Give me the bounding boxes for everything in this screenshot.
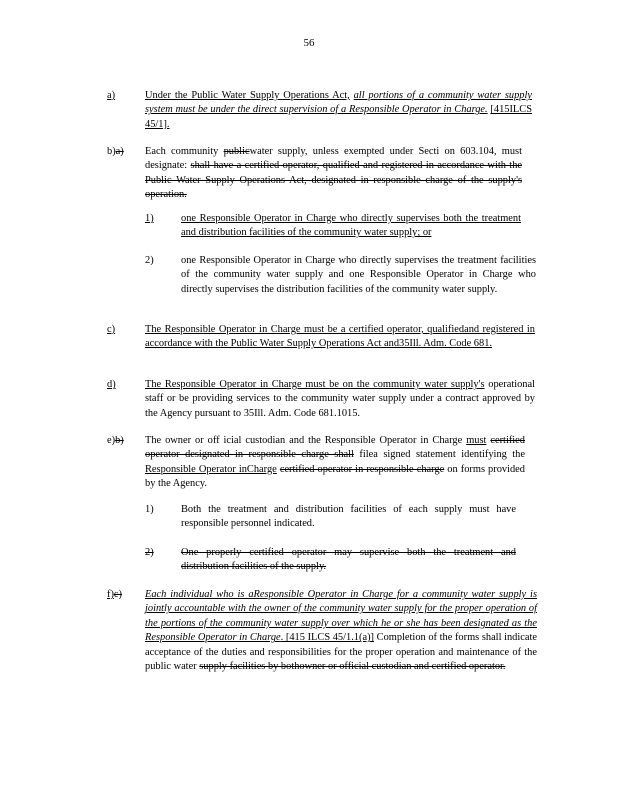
section-d-text-2: operational staff or be providing services to the community water supply under a contract approved by the Agency pursuant to 35Ill. Adm. Code 681.1015. xyxy=(145,379,535,419)
section-a-citation: [415ILCS 45/1]. xyxy=(145,104,532,130)
section-f-label xyxy=(107,588,122,602)
section-f-text xyxy=(145,588,537,674)
section-a-text xyxy=(145,89,532,132)
section-b-item2-text: one Responsible Operator in Charge who directly supervises the treatment facilities of the community water supply and one Responsible Operator in Charge who directly supervises the distribution facilities of the community water supply. xyxy=(181,255,536,295)
section-a-statute-quote: all portions of a community water supply system must be under the direct supervision of a Responsible Operator in Charge. xyxy=(145,90,532,116)
section-b-deleted-text: shall have a certified operator, qualified and registered in accordance with the Public Water Supply Operations Act, designated in responsible charge of the supply's operation. xyxy=(145,160,522,201)
section-e-item1-label: 1) xyxy=(145,504,154,515)
section-a-text-1: Under the Public Water Supply Operations Act, xyxy=(145,90,350,101)
section-b-text-1: Each community xyxy=(145,146,219,157)
section-b-item1-label: 1) xyxy=(145,213,154,224)
section-f-text-1: Completion of the forms shall indicate acceptance of the duties and responsibilities for the proper operation and maintenance of the public water xyxy=(145,632,537,673)
section-f-deleted: supply facilities by bothowner or official custodian and certified operator. xyxy=(199,661,506,673)
section-e-label-old: b) xyxy=(115,435,124,446)
section-e-item1-text: Both the treatment and distribution facilities of each supply must have responsible personnel indicated. xyxy=(181,504,516,530)
section-e-label-new: e) xyxy=(107,435,116,446)
section-b-item1-text: one Responsible Operator in Charge who directly supervises both the treatment and distribution facilities of the community water supply; or xyxy=(181,213,521,239)
section-e-text xyxy=(145,434,525,492)
section-b-text xyxy=(145,145,522,203)
section-f-label-old: c) xyxy=(113,589,122,600)
section-e-text-1: The owner or off icial custodian and the Responsible Operator in Charge xyxy=(145,435,463,446)
section-e-deleted-2: certified operator in responsible charge xyxy=(279,463,445,475)
section-f-citation: . [415 ILCS 45/1.1(a)] xyxy=(280,632,374,644)
page-number: 56 xyxy=(303,37,315,49)
section-b-label-new: b) xyxy=(107,146,116,157)
section-e-text-3: on forms provided by the Agency. xyxy=(145,463,525,490)
section-f-label-new: f) xyxy=(107,589,114,600)
section-d-text-1: The Responsible Operator in Charge must be on the community water supply's xyxy=(145,379,485,390)
section-e-text-2: filea signed statement identifying the xyxy=(359,449,525,461)
section-b-deleted-public: public xyxy=(223,146,250,157)
section-f-statute-quote: Each individual who is aResponsible Operator in Charge for a community water supply is jointly accountable with the owner of the community water supply for the proper operation of the portions of the community water supply over which he or she has been designated as the Responsible Operator in Charge xyxy=(145,589,537,644)
section-b-item2-label: 2) xyxy=(145,255,154,266)
section-e-item2-text: One properly certified operator may supervise both the treatment and distribution facilities of the supply. xyxy=(181,547,516,573)
section-e-label xyxy=(107,434,124,448)
section-c-label: c) xyxy=(107,324,116,335)
section-c-text: The Responsible Operator in Charge must be a certified operator, qualifiedand registered in accordance with the Public Water Supply Operations Act and35Ill. Adm. Code 681. xyxy=(145,324,535,350)
section-b-label xyxy=(107,145,124,159)
section-b-text-2: water supply, unless exempted under Secti on 603.104, must designate: xyxy=(145,146,522,172)
section-d-label: d) xyxy=(107,379,116,390)
section-e-deleted-1: certified operator designated in responsible charge shall xyxy=(145,435,525,461)
section-d-text xyxy=(145,378,535,421)
section-e-inserted-must: must xyxy=(466,435,487,446)
section-e-inserted-roic: Responsible Operator inCharge xyxy=(145,463,277,475)
section-a-label: a) xyxy=(107,90,116,101)
section-b-label-old: a) xyxy=(115,146,124,157)
section-e-item2-label: 2) xyxy=(145,547,154,558)
